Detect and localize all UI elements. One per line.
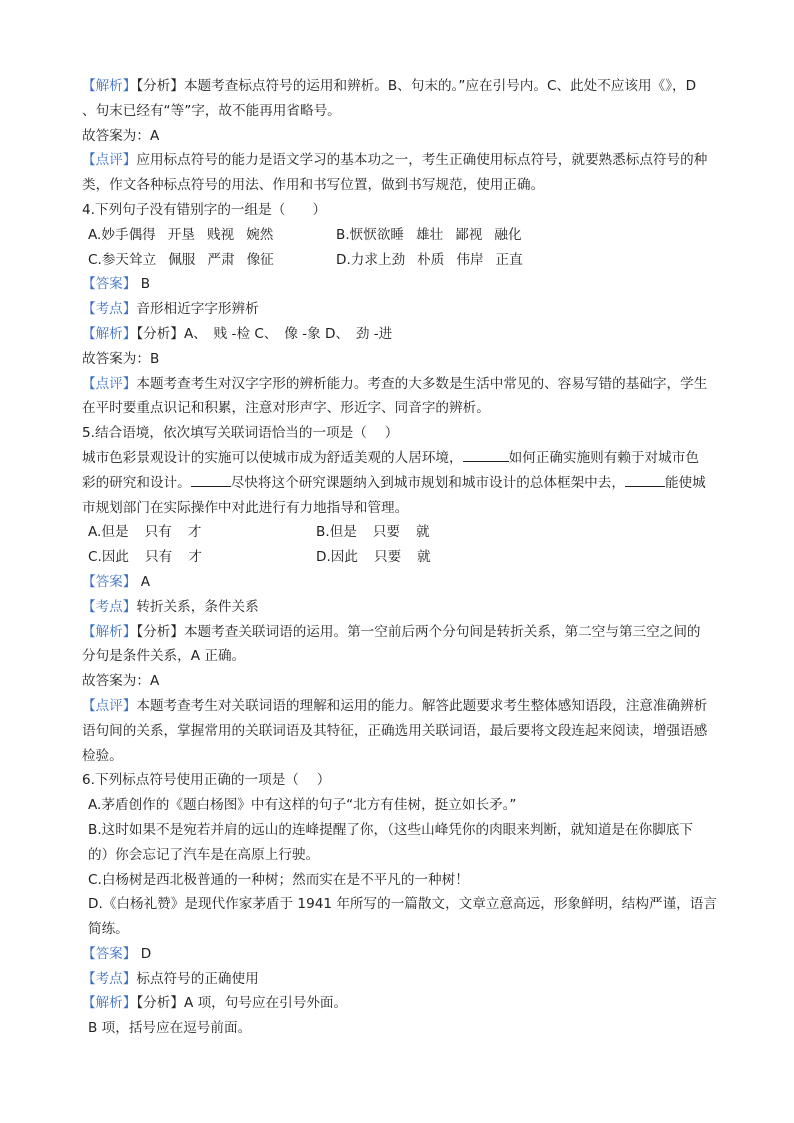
q4-option-d: D. 力求上劲 朴质 伟岸 正直: [336, 251, 523, 268]
q5-stem: 5.结合语境，依次填写关联词语恰当的一项是（ ）: [82, 425, 399, 442]
q3-answer-line: 故答案为：A: [82, 127, 160, 144]
q5-comment-line-2: 语句间的关系，掌握常用的关联词语及其特征，正确选用关联词语，最后要将文段连起来阅读，增强语感: [82, 722, 708, 739]
q4-comment-line-2: 在平时要重点识记和积累，注意对形声字、形近字、同音字的辨析。: [82, 400, 490, 417]
q5-passage-line-2: 彩的研究和设计。 尽快将这个研究课题纳入到城市规划和城市设计的总体框架中去， 能使城: [82, 471, 720, 496]
q4-option-c: C. 参天耸立 佩服 严肃 像征: [88, 251, 274, 268]
q4-answer-line: 故答案为：B: [82, 350, 160, 367]
key-point-tag: 【考点】: [82, 301, 137, 318]
answer-tag: 【答案】: [82, 945, 137, 962]
q6-option-c: C.白杨树是西北极普通的一种树；然而实在是不平凡的一种树！: [88, 871, 469, 888]
answer-tag: 【答案】: [82, 276, 137, 293]
answer-tag: 【答案】: [82, 573, 137, 590]
q5-answer: 【答案】 A: [82, 573, 150, 590]
analysis-tag: 【解析】: [82, 325, 137, 342]
key-point-tag: 【考点】: [82, 970, 137, 987]
q5-comment-line-1: 【点评】本题考查考生对关联词语的理解和运用的能力。解答此题要求考生整体感知语段，注意准确辨析: [82, 697, 708, 714]
document-page: [82, 74, 720, 1041]
fill-blank-3[interactable]: [625, 472, 665, 487]
q3-analysis-line-2: 、句末已经有“等”字，故不能再用省略号。: [82, 102, 341, 119]
q6-analysis-line-2: B 项，括号应在逗号前面。: [88, 1020, 252, 1037]
q6-option-d-line-2: 简练。: [88, 921, 129, 938]
q5-analysis-line-2: 分句是条件关系，A 正确。: [82, 648, 246, 665]
q6-answer: 【答案】 D: [82, 945, 152, 962]
comment-tag: 【点评】: [82, 152, 137, 169]
q5-option-b: B. 但是 只要 就: [316, 524, 430, 541]
q6-option-d-line-1: D.《白杨礼赞》是现代作家茅盾于 1941 年所写的一篇散文，文章立意高远，形象鲜明，结构严谨，语言: [88, 896, 717, 913]
comment-tag: 【点评】: [82, 697, 137, 714]
q3-comment-line-2: 类，作文各种标点符号的用法、作用和书写位置，做到书写规范，使用正确。: [82, 177, 545, 194]
q4-comment-line-1: 【点评】本题考查考生对汉字字形的辨析能力。考查的大多数是生活中常见的、容易写错的基础字，学生: [82, 375, 708, 392]
q3-comment-line-1: 【点评】应用标点符号的能力是语文学习的基本功之一，考生正确使用标点符号，就要熟悉标点符号的种: [82, 152, 708, 169]
q6-option-a: A.茅盾创作的《题白杨图》中有这样的句子“北方有佳树，挺立如长矛。”: [88, 797, 517, 814]
analysis-tag: 【解析】: [82, 995, 137, 1012]
q4-answer: 【答案】 B: [82, 276, 151, 293]
q5-passage-line-1: 城市色彩景观设计的实施可以使城市成为舒适美观的人居环境， 如何正确实施则有赖于对城市色: [82, 446, 720, 471]
q5-option-a: A. 但是 只有 才: [88, 524, 202, 541]
comment-tag: 【点评】: [82, 375, 137, 392]
q5-option-c: C. 因此 只有 才: [88, 549, 202, 566]
fill-blank-1[interactable]: [463, 447, 509, 462]
q5-comment-line-3: 检验。: [82, 747, 123, 764]
q5-analysis-line-1: 【解析】【分析】本题考查关联词语的运用。第一空前后两个分句间是转折关系，第二空与第三空之间的: [82, 623, 701, 640]
q6-option-b-line-2: 的）你会忘记了汽车是在高原上行驶。: [88, 846, 320, 863]
q3-analysis-line-1: 【解析】【分析】本题考查标点符号的运用和辨析。B、句末的。”应在引号内。C、此处不应该用《》，D: [82, 78, 697, 94]
q4-option-b: B. 恹恹欲睡 雄壮 鄙视 融化: [336, 226, 522, 243]
q4-options-row-1: [82, 223, 720, 248]
analysis-tag: 【解析】: [82, 623, 137, 640]
q5-options-row-1: [82, 520, 720, 545]
q4-key-point: 【考点】音形相近字字形辨析: [82, 301, 259, 318]
q4-stem: 4.下列句子没有错别字的一组是（ ）: [82, 201, 327, 218]
key-point-tag: 【考点】: [82, 598, 137, 615]
q5-passage-line-3: 市规划部门在实际操作中对此进行有力地指导和管理。: [82, 499, 409, 516]
q4-option-a: A. 妙手偶得 开垦 贱视 婉然: [88, 226, 274, 243]
q6-option-b-line-1: B.这时如果不是宛若并肩的远山的连峰提醒了你，（这些山峰凭你的肉眼来判断，就知道是在你脚底下: [88, 821, 693, 838]
q4-options-row-2: [82, 248, 720, 273]
q4-analysis: 【解析】【分析】A、 贱 -检 C、 像 -象 D、 劲 -进: [82, 325, 393, 342]
q6-stem: 6.下列标点符号使用正确的一项是（ ）: [82, 772, 331, 789]
q5-key-point: 【考点】转折关系，条件关系: [82, 598, 259, 615]
fill-blank-2[interactable]: [191, 472, 231, 487]
analysis-tag: 【解析】: [82, 78, 137, 94]
q5-answer-line: 故答案为：A: [82, 673, 160, 690]
q5-options-row-2: [82, 545, 720, 570]
q6-key-point: 【考点】标点符号的正确使用: [82, 970, 259, 987]
q5-option-d: D. 因此 只要 就: [316, 549, 431, 566]
q6-analysis-line-1: 【解析】【分析】A 项，句号应在引号外面。: [82, 995, 348, 1012]
